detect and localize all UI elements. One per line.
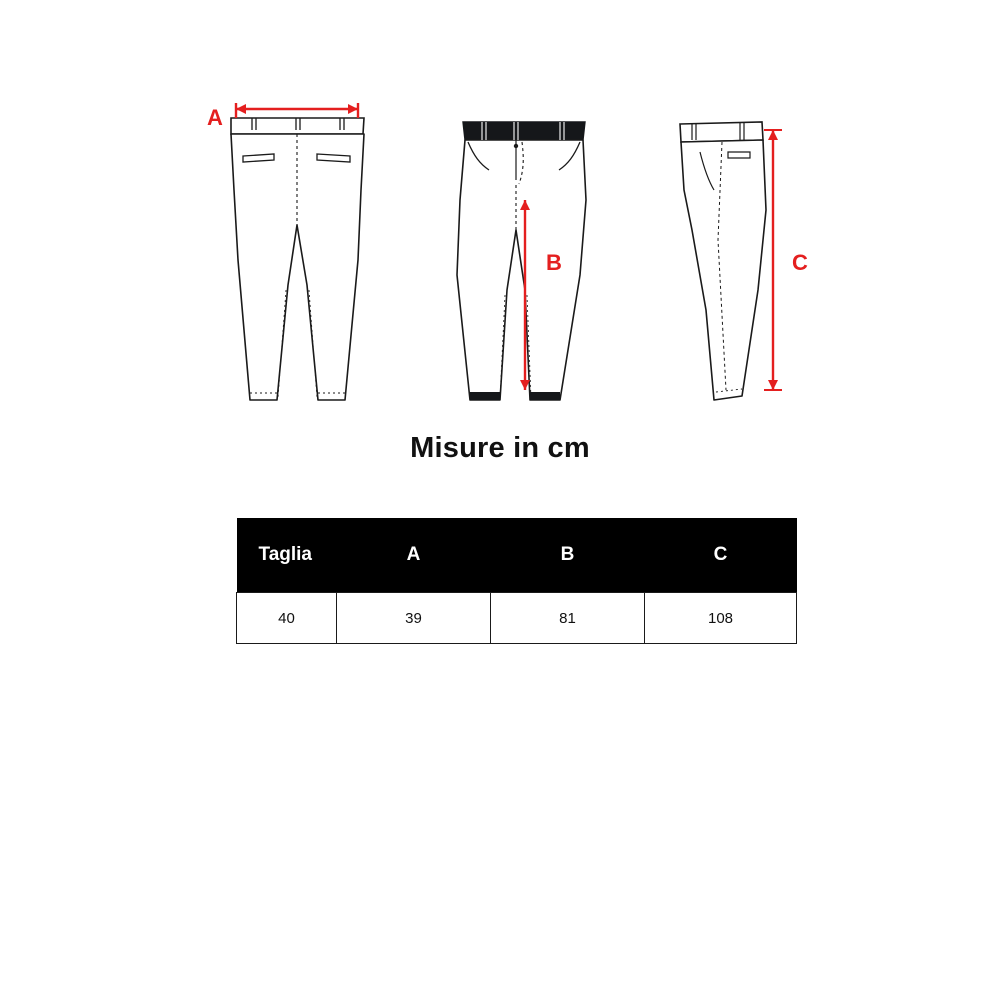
trousers-side-view — [680, 122, 766, 400]
cell-b: 81 — [491, 593, 645, 644]
measure-c-arrow — [764, 130, 782, 390]
cell-c: 108 — [645, 593, 797, 644]
measure-b-label: B — [546, 250, 562, 275]
trousers-back-view — [231, 118, 364, 400]
table-header-c: C — [645, 518, 797, 593]
cell-taglia: 40 — [237, 593, 337, 644]
measure-a-label: A — [207, 105, 223, 130]
table-header-a: A — [337, 518, 491, 593]
table-header-b: B — [491, 518, 645, 593]
table-header-row — [237, 518, 797, 593]
size-table — [236, 518, 797, 644]
trousers-diagrams-svg — [0, 60, 1000, 420]
trousers-diagram-area — [0, 60, 1000, 420]
trousers-front-view — [457, 122, 586, 400]
measurement-units-caption: Misure in cm — [410, 432, 590, 464]
cell-a: 39 — [337, 593, 491, 644]
table-header-taglia: Taglia — [237, 518, 337, 593]
measure-c-label: C — [792, 250, 808, 275]
table-row — [237, 593, 797, 644]
measure-a-arrow — [236, 103, 358, 118]
